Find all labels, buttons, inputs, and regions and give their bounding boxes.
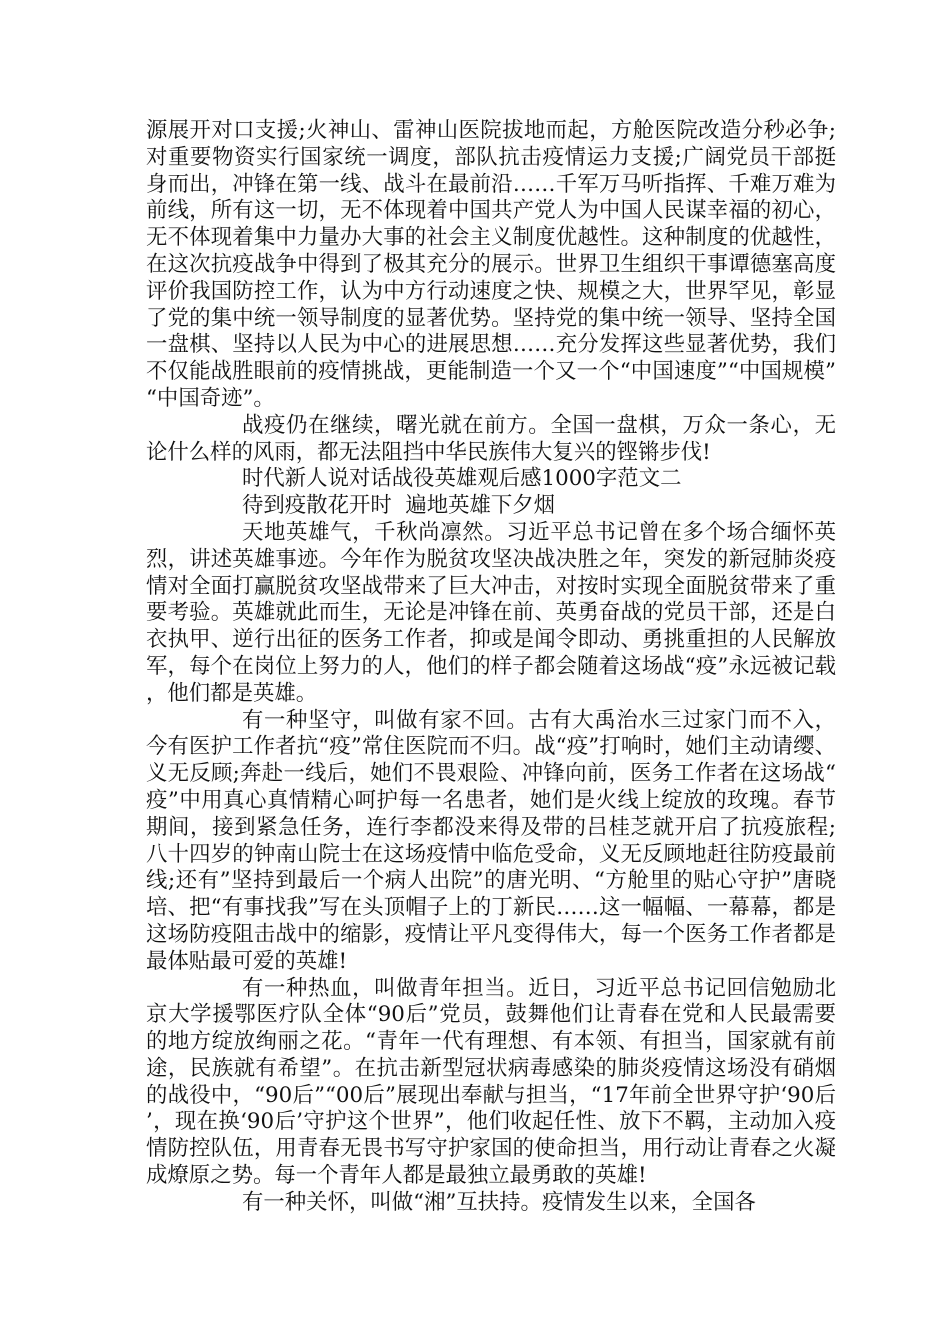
paragraph-hunan: 有一种关怀，叫做“湘”互扶持。疫情发生以来，全国各 [242, 1189, 756, 1215]
paragraph-continuation: 源展开对口支援;火神山、雷神山医院拔地而起，方舱医院改造分秒必争;对重要物资实行国家统一调度，部队抗击疫情运力支援;广阔党员干部挺身而出，冲锋在第一线、战斗在最前沿……千军万马听指挥、千难万难为前线，所有这一切，无不体现着中国共产党人为中国人民谋幸福的初心，无不体现着集中力量办大事的社会主义制度优越性。这种制度的优越性，在这次抗疫战争中得到了极其充分的展示。世界卫生组织干事谭德塞高度评价我国防控工作，认为中方行动速度之快、规模之大，世界罕见，彰显了党的集中统一领导制度的显著优势。坚持党的集中统一领导、坚持全国一盘棋、坚持以人民为中心的进展思想……充分发挥这些显著优势，我们不仅能战胜眼前的疫情挑战，更能制造一个又一个“中国速度”“中国规模”“中国奇迹”。 [146, 118, 836, 411]
paragraph-medical-workers: 有一种坚守，叫做有家不回。古有大禹治水三过家门而不入，今有医护工作者抗“疫”常住医院而不归。战“疫”打响时，她们主动请缨、义无反顾;奔赴一线后，她们不畏艰险、冲锋向前，医务工作者在这场战“疫”中用真心真情精心呵护每一名患者，她们是火线上绽放的玫瑰。春节期间，接到紧急任务，连行李都没来得及带的吕桂芝就开启了抗疫旅程;八十四岁的钟南山院士在这场疫情中临危受命，义无反顾地赶往防疫最前线;还有”坚持到最后一个病人出院”的唐光明、“方舱里的贴心守护”唐晓培、把“有事找我”写在头顶帽子上的丁新民……这一幅幅、一幕幕，都是这场防疫阻击战中的缩影，疫情让平凡变得伟大，每一个医务工作者都是最体贴最可爱的英雄! [146, 707, 836, 974]
document-body [146, 118, 836, 1217]
paragraph-conclusion: 战疫仍在继续，曙光就在前方。全国一盘棋，万众一条心，无论什么样的风雨，都无法阻挡中华民族伟大复兴的铿锵步伐! [146, 412, 836, 465]
essay-subtitle: 待到疫散花开时 遍地英雄下夕烟 [242, 493, 556, 519]
essay-title: 时代新人说对话战役英雄观后感1000字范文二 [242, 466, 682, 492]
paragraph-youth: 有一种热血，叫做青年担当。近日，习近平总书记回信勉励北京大学援鄂医疗队全体“90后”党员，鼓舞他们让青春在党和人民最需要的地方绽放绚丽之花。“青年一代有理想、有本领、有担当，国家就有前途，民族就有希望”。在抗击新型冠状病毒感染的肺炎疫情这场没有硝烟的战役中，“90后”“00后”展现出奉献与担当，“17年前全世界守护‘90后’，现在换‘90后’守护这个世界”，他们收起任性、放下不羁，主动加入疫情防控队伍，用青春无畏书写守护家国的使命担当，用行动让青春之火凝成燎原之势。每一个青年人都是最独立最勇敢的英雄! [146, 975, 836, 1189]
paragraph-intro: 天地英雄气，千秋尚凛然。习近平总书记曾在多个场合缅怀英烈，讲述英雄事迹。今年作为脱贫攻坚决战决胜之年，突发的新冠肺炎疫情对全面打赢脱贫攻坚战带来了巨大冲击，对按时实现全面脱贫带来了重要考验。英雄就此而生，无论是冲锋在前、英勇奋战的党员干部，还是白衣执甲、逆行出征的医务工作者，抑或是闻令即动、勇挑重担的人民解放军，每个在岗位上努力的人，他们的样子都会随着这场战“疫”永远被记载，他们都是英雄。 [146, 519, 836, 706]
